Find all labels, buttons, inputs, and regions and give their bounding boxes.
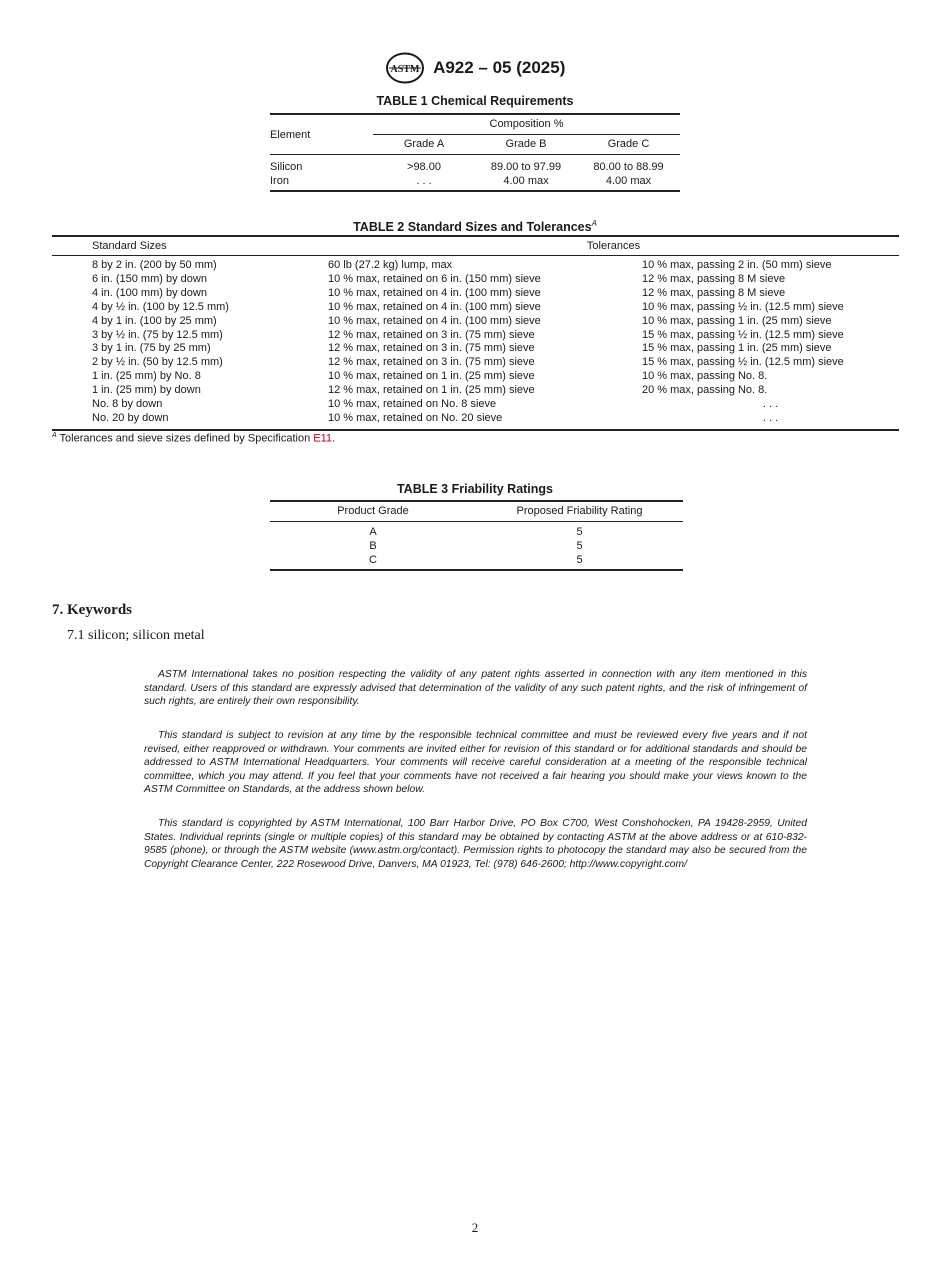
tolerance-passing-cell: 15 % max, passing ½ in. (12.5 mm) sieve [642, 356, 844, 369]
element-header: Element [270, 128, 311, 141]
grade-cell: C [270, 553, 476, 570]
spec-e11-link[interactable]: E11 [313, 432, 333, 445]
tolerances-header: Tolerances [328, 236, 899, 256]
grade-header: Grade C [577, 135, 680, 155]
size-cell: No. 20 by down [52, 412, 328, 430]
tolerance-passing-cell: 10 % max, passing 2 in. (50 mm) sieve [642, 259, 832, 271]
grade-header: Grade A [373, 135, 475, 155]
table-row [52, 356, 899, 370]
table-row [52, 256, 899, 273]
revision-notice [144, 729, 807, 797]
standard-sizes-header: Standard Sizes [52, 236, 328, 256]
grade-header: Grade B [475, 135, 577, 155]
tolerance-passing-cell: . . . [762, 398, 779, 411]
notice-text: This standard is copyrighted by ASTM International, 100 Barr Harbor Drive, PO Box C700, West Conshohocken, PA 19428-2959, United States. Individual reprints (single or multiple copies) of this standard may be obtained by contacting ASTM at the above address or at 610-832-9585 (phone), or through the ASTM website (www.astm.org/contact). Permission rights to photocopy the standard may also be secured from the Copyright Clearance Center, 222 Rosewood Drive, Danvers, MA 01923, Tel: (978) 646-2600; http://www.copyright.com/ [144, 818, 807, 870]
table-row [270, 174, 680, 191]
chemical-requirements-table [270, 113, 680, 192]
tolerance-passing-cell: 10 % max, passing No. 8. [642, 370, 768, 383]
friability-rating-header: Proposed Friability Rating [476, 501, 683, 522]
grade-value: >98.00 [407, 161, 441, 173]
table-row [52, 412, 899, 430]
size-cell: 6 in. (150 mm) by down [92, 272, 207, 285]
tolerance-passing-cell: 10 % max, passing ½ in. (12.5 mm) sieve [642, 300, 844, 313]
grade-value: 4.00 max [605, 175, 652, 187]
table-row [52, 370, 899, 384]
friability-ratings-table [270, 500, 683, 571]
copyright-notice [144, 817, 807, 871]
table3-title: TABLE 3 Friability Ratings [396, 482, 554, 496]
size-cell: 1 in. (25 mm) by No. 8 [92, 370, 201, 383]
tolerance-passing-cell: 12 % max, passing 8 M sieve [642, 272, 786, 285]
notice-text: ASTM International takes no position respecting the validity of any patent rights asserted in connection with any item mentioned in this standard. Users of this standard are expressly advised that determination of the validity of any such patent rights, and the risk of infringement of such rights, are entirely their own responsibility. [144, 669, 807, 708]
element-name: Iron [270, 175, 289, 187]
tolerance-retained-cell: 60 lb (27.2 kg) lump, max [328, 259, 453, 271]
tolerance-passing-cell: 10 % max, passing 1 in. (25 mm) sieve [642, 314, 832, 327]
table-row [270, 522, 683, 540]
tolerance-retained-cell: 10 % max, retained on No. 8 sieve [328, 398, 497, 411]
table-row [52, 301, 899, 315]
tolerance-retained-cell: 10 % max, retained on No. 20 sieve [328, 412, 642, 430]
table-row [52, 287, 899, 301]
grade-value: 89.00 to 97.99 [490, 161, 562, 173]
tolerance-retained-cell: 12 % max, retained on 3 in. (75 mm) sieve [328, 342, 535, 355]
size-cell: 3 by 1 in. (75 by 25 mm) [92, 342, 211, 355]
footnote-end: . [332, 432, 336, 445]
size-cell: 1 in. (25 mm) by down [92, 384, 201, 397]
tolerance-retained-cell: 10 % max, retained on 4 in. (100 mm) sieve [328, 286, 541, 299]
table-row [52, 315, 899, 329]
tolerance-passing-cell: 15 % max, passing 1 in. (25 mm) sieve [642, 342, 832, 355]
tolerance-retained-cell: 10 % max, retained on 4 in. (100 mm) sieve [328, 314, 541, 327]
tolerance-retained-cell: 12 % max, retained on 3 in. (75 mm) sieve [328, 328, 535, 341]
sizes-tolerances-table [52, 235, 899, 431]
rating-cell: 5 [476, 553, 683, 570]
table-row [52, 342, 899, 356]
size-cell: 2 by ½ in. (50 by 12.5 mm) [92, 356, 223, 369]
table-row [52, 384, 899, 398]
tolerance-passing-cell: 15 % max, passing ½ in. (12.5 mm) sieve [642, 328, 844, 341]
tolerance-retained-cell: 10 % max, retained on 6 in. (150 mm) sieve [328, 272, 541, 285]
section-heading: 7. Keywords [52, 602, 132, 618]
patent-notice [144, 668, 807, 709]
tolerance-retained-cell: 10 % max, retained on 1 in. (25 mm) sieve [328, 370, 535, 383]
rating-cell: 5 [576, 540, 583, 552]
grade-value: 4.00 max [503, 175, 549, 187]
astm-logo-icon [385, 52, 425, 84]
table-row [52, 398, 899, 412]
table1-title: TABLE 1 Chemical Requirements [376, 94, 574, 108]
product-grade-header: Product Grade [270, 501, 476, 522]
size-cell: 4 in. (100 mm) by down [92, 286, 207, 299]
size-cell: 8 by 2 in. (200 by 50 mm) [92, 259, 217, 271]
table-row [52, 273, 899, 287]
page-header [0, 52, 950, 84]
table2-footnote-mark: A [591, 219, 597, 228]
size-cell: 3 by ½ in. (75 by 12.5 mm) [92, 328, 223, 341]
size-cell: No. 8 by down [92, 398, 163, 411]
footnote-mark: A [52, 432, 57, 439]
composition-header: Composition % [489, 118, 564, 130]
grade-cell: A [369, 526, 377, 538]
tolerance-retained-cell: 10 % max, retained on 4 in. (100 mm) sieve [328, 300, 541, 313]
notice-text: This standard is subject to revision at any time by the responsible technical committee and must be reviewed every five years and if not revised, either reapproved or withdrawn. Your comments are invited either for revision of this standard or for additional standards and should be addressed to ASTM International Headquarters. Your comments will receive careful consideration at a meeting of the responsible technical committee, which you may attend. If you feel that your comments have not received a fair hearing you should make your views known to the ASTM Committee on Standards, at the address shown below. [144, 730, 807, 796]
size-cell: 4 by 1 in. (100 by 25 mm) [92, 314, 217, 327]
table-row [270, 539, 683, 553]
rating-cell: 5 [576, 526, 583, 538]
table2-title-text: TABLE 2 Standard Sizes and Tolerances [353, 220, 592, 235]
footnote-text: Tolerances and sieve sizes defined by Specification [56, 432, 314, 445]
size-cell: 4 by ½ in. (100 by 12.5 mm) [92, 300, 229, 313]
document-id: A922 – 05 (2025) [433, 58, 566, 77]
tolerance-passing-cell: 12 % max, passing 8 M sieve [642, 286, 786, 299]
tolerance-retained-cell: 12 % max, retained on 3 in. (75 mm) sieve [328, 356, 535, 369]
table-row [270, 155, 680, 175]
section-text: 7.1 silicon; silicon metal [67, 628, 205, 643]
page-number: 2 [471, 1220, 479, 1235]
grade-value: . . . [416, 175, 432, 187]
table-row [52, 329, 899, 343]
table-row [270, 553, 683, 570]
tolerance-retained-cell: 12 % max, retained on 1 in. (25 mm) sieve [328, 384, 535, 397]
tolerance-passing-cell: . . . [642, 412, 899, 430]
grade-cell: B [369, 540, 377, 552]
grade-value: 80.00 to 88.99 [593, 161, 664, 173]
table2-title [0, 219, 950, 234]
element-name: Silicon [270, 161, 303, 173]
tolerance-passing-cell: 20 % max, passing No. 8. [642, 384, 768, 397]
table2-footnote [52, 432, 335, 445]
svg-text:ASTM: ASTM [390, 64, 420, 75]
